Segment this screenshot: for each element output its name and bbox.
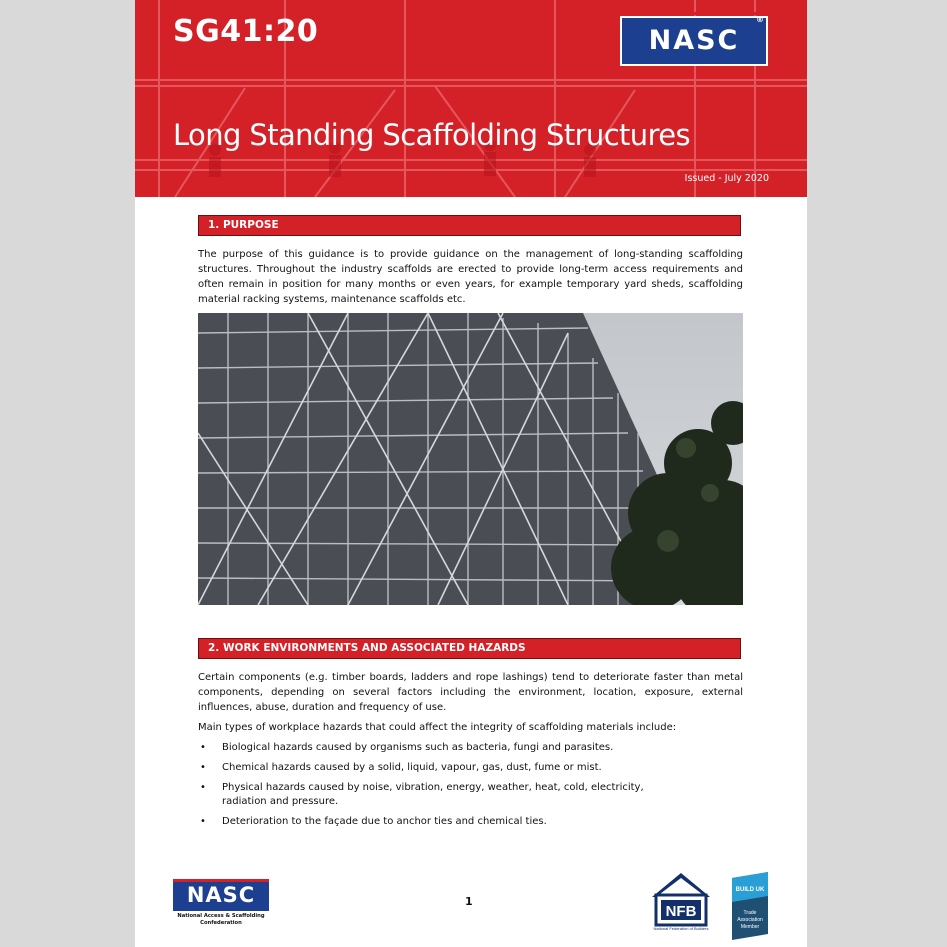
document-code: SG41:20	[173, 14, 319, 49]
footer-nasc-logo	[173, 879, 269, 927]
hazard-list	[198, 741, 698, 835]
builduk-line2: Association	[737, 917, 763, 923]
components-paragraph: Certain components (e.g. timber boards, ladders and rope lashings) tend to deteriorate faster than metal components, depending on several factors including the environment, location, exposure, external influences, abuse, duration and frequency of use.	[198, 672, 743, 713]
document-title: Long Standing Scaffolding Structures	[173, 118, 691, 152]
scaffold-structure-photo	[198, 313, 743, 605]
nasc-full-name-line2: Confederation	[200, 920, 242, 926]
builduk-member-badge	[732, 872, 768, 944]
footer-nasc-text: NASC	[186, 883, 256, 907]
builduk-line3: Member	[740, 924, 760, 930]
logo-red-stripe	[622, 12, 766, 15]
footer-nasc-box	[173, 879, 269, 911]
list-item: • Physical hazards caused by noise, vibration, energy, weather, heat, cold, electricity, radiation and pressure.	[198, 781, 662, 809]
list-item: • Deterioration to the façade due to anchor ties and chemical ties.	[198, 815, 698, 829]
issue-date: Issued - July 2020	[684, 173, 769, 184]
nasc-full-name	[173, 913, 269, 927]
list-item: • Biological hazards caused by organisms such as bacteria, fungi and parasites.	[198, 741, 698, 755]
nasc-logo	[620, 16, 768, 66]
page-number: 1	[465, 895, 473, 908]
nfb-logo-text: NFB	[665, 903, 697, 920]
nasc-full-name-line1: National Access & Scaffolding	[177, 913, 265, 919]
section-heading-purpose: 1. PURPOSE	[198, 215, 741, 236]
section-heading-work-environments: 2. WORK ENVIRONMENTS AND ASSOCIATED HAZARDS	[198, 638, 741, 659]
list-item: • Chemical hazards caused by a solid, liquid, vapour, gas, dust, fume or mist.	[198, 761, 698, 775]
hazards-intro-paragraph: Main types of workplace hazards that could affect the integrity of scaffolding materials include:	[198, 722, 677, 733]
nfb-logo-graphic	[648, 869, 714, 931]
header-banner	[135, 0, 807, 197]
scaffold-photo-illustration	[198, 313, 743, 605]
logo-red-stripe	[173, 879, 269, 882]
builduk-badge-graphic	[732, 872, 768, 940]
nfb-subtitle: National Federation of Builders	[653, 926, 709, 931]
document-page	[135, 0, 807, 947]
builduk-text: BUILD UK	[735, 887, 765, 893]
nasc-logo-text: NASC	[648, 25, 740, 56]
registered-mark: ®	[756, 15, 764, 24]
builduk-line1: Trade	[743, 910, 757, 916]
nfb-logo	[648, 869, 714, 935]
purpose-paragraph: The purpose of this guidance is to provide guidance on the management of long-standing scaffolding structures. Throughout the industry scaffolds are erected to provide long-term access requirements and often remain in position for many months or even years, for example temporary yard sheds, scaffolding material racking systems, maintenance scaffolds etc.	[198, 249, 743, 305]
